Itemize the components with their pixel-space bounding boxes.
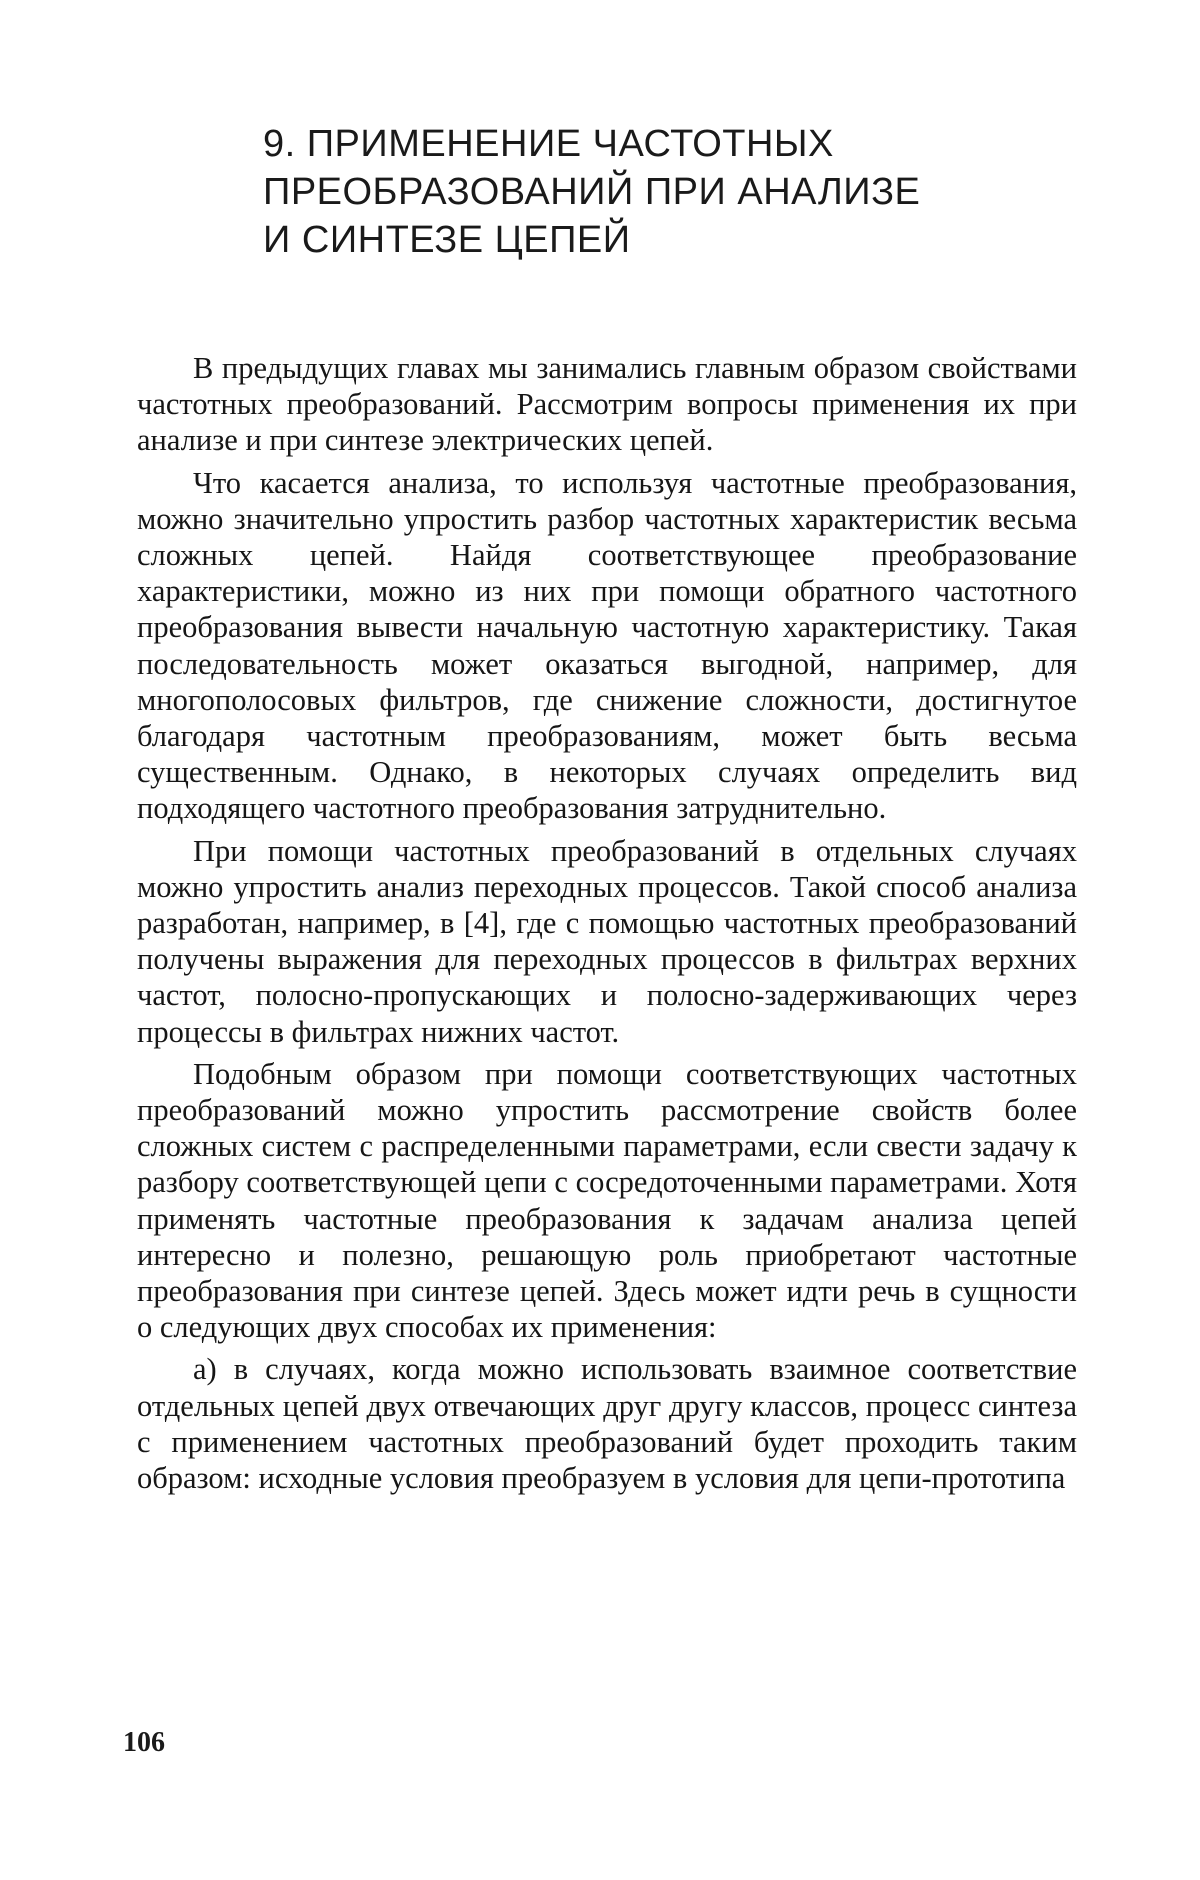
paragraph: Подобным образом при помощи соответствующих частотных преобразований можно упростить рассмотрение свойств более сложных систем с распределенными параметрами, если свести задачу к разбору соответствующей цепи с сосредоточенными параметрами. Хотя применять частотные преобразования к задачам анализа цепей интересно и полезно, решающую роль приобретают частотные преобразования при синтезе цепей. Здесь может идти речь в сущности о следующих двух способах их применения: <box>137 1056 1077 1345</box>
chapter-title <box>263 120 1063 264</box>
page-number: 106 <box>123 1727 165 1758</box>
paragraph: а) в случаях, когда можно использовать взаимное соответствие отдельных цепей двух отвечающих друг другу классов, процесс синтеза с применением частотных преобразований будет проходить таким образом: исходные условия преобразуем в условия для цепи-прототипа <box>137 1352 1077 1496</box>
body-text <box>137 350 1077 1496</box>
paragraph: При помощи частотных преобразований в отдельных случаях можно упростить анализ переходных процессов. Такой способ анализа разработан, например, в [4], где с помощью частотных преобразований получены выражения для переходных процессов в фильтрах верхних частот, полосно-пропускающих и полосно-задерживающих через процессы в фильтрах нижних частот. <box>137 833 1077 1049</box>
paragraph: В предыдущих главах мы занимались главным образом свойствами частотных преобразований. Рассмотрим вопросы применения их при анализе и при синтезе электрических цепей. <box>137 351 1077 458</box>
chapter-title-line: ПРЕОБРАЗОВАНИЙ ПРИ АНАЛИЗЕ <box>263 171 921 213</box>
paragraph: Что касается анализа, то используя частотные преобразования, можно значительно упростить разбор частотных характеристик весьма сложных цепей. Найдя соответствующее преобразование характеристики, можно из них при помощи обратного частотного преобразования вывести начальную частотную характеристику. Такая последовательность может оказаться выгодной, например, для многополосовых фильтров, где снижение сложности, достигнутое благодаря частотным преобразованиям, может быть весьма существенным. Однако, в некоторых случаях определить вид подходящего частотного преобразования затруднительно. <box>137 465 1077 826</box>
chapter-title-line: И СИНТЕЗЕ ЦЕПЕЙ <box>263 219 631 261</box>
chapter-title-line: 9. ПРИМЕНЕНИЕ ЧАСТОТНЫХ <box>263 123 834 165</box>
